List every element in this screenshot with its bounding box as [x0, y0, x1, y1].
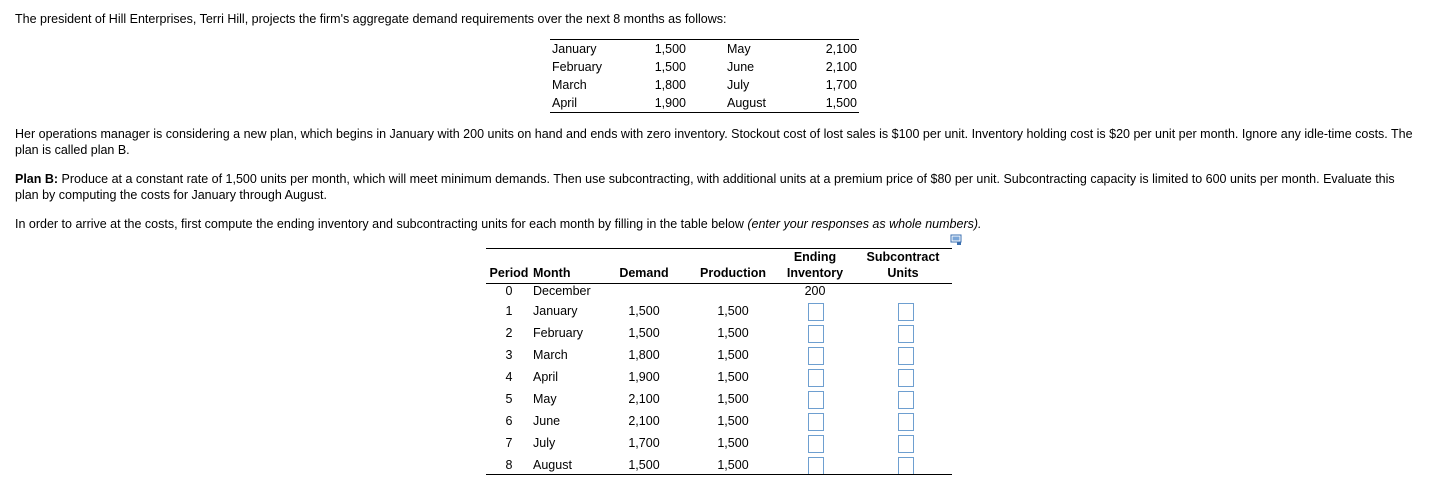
- row-demand: 1,500: [628, 458, 660, 472]
- initial-period: 0: [505, 284, 513, 298]
- plan-row: [486, 454, 952, 476]
- row-period: 2: [505, 326, 513, 340]
- subcontract-units-input[interactable]: [898, 347, 914, 365]
- initial-ending-inventory: 200: [804, 284, 826, 298]
- demand-table: [550, 39, 859, 113]
- demand-row: [550, 94, 859, 112]
- demand-month-right: May: [727, 42, 751, 56]
- subcontract-units-input[interactable]: [898, 369, 914, 387]
- demand-row: [550, 40, 859, 58]
- row-month: January: [533, 304, 578, 318]
- demand-value-left: 1,800: [654, 78, 686, 92]
- ending-inventory-input[interactable]: [808, 457, 824, 475]
- row-month: August: [533, 458, 572, 472]
- row-demand: 1,900: [628, 370, 660, 384]
- plan-row: [486, 322, 952, 344]
- ending-inventory-input[interactable]: [808, 347, 824, 365]
- row-production: 1,500: [717, 458, 749, 472]
- plan-description: Her operations manager is considering a new plan, which begins in January with 200 units on hand and ends with zero inventory. Stockout cost of lost sales is $100 per unit. Inventory holding cost is $20 per unit per month. Ignore any idle-time costs. The plan is called plan B.: [15, 127, 1413, 157]
- subcontract-units-input[interactable]: [898, 391, 914, 409]
- row-production: 1,500: [717, 326, 749, 340]
- plan-row: [486, 300, 952, 322]
- header-subcontract-line2: Units: [887, 266, 919, 280]
- row-period: 6: [505, 414, 513, 428]
- demand-month-left: February: [552, 60, 603, 74]
- row-production: 1,500: [717, 348, 749, 362]
- row-month: February: [533, 326, 584, 340]
- row-period: 5: [505, 392, 513, 406]
- row-period: 4: [505, 370, 513, 384]
- instruction-text: [15, 216, 1415, 232]
- demand-value-left: 1,500: [654, 42, 686, 56]
- header-period: Period: [489, 266, 529, 280]
- initial-month: December: [533, 284, 591, 298]
- header-ending-line1: Ending: [793, 250, 837, 264]
- ending-inventory-input[interactable]: [808, 303, 824, 321]
- subcontract-units-input[interactable]: [898, 457, 914, 475]
- header-production: Production: [700, 266, 766, 280]
- row-period: 1: [505, 304, 513, 318]
- demand-value-left: 1,500: [654, 60, 686, 74]
- help-icon[interactable]: [950, 234, 962, 246]
- row-demand: 2,100: [628, 414, 660, 428]
- row-production: 1,500: [717, 370, 749, 384]
- plan-row: [486, 410, 952, 432]
- ending-inventory-input[interactable]: [808, 325, 824, 343]
- ending-inventory-input[interactable]: [808, 435, 824, 453]
- row-month: June: [533, 414, 561, 428]
- header-month: Month: [533, 266, 571, 280]
- row-month: July: [533, 436, 556, 450]
- row-demand: 1,500: [628, 326, 660, 340]
- demand-row: [550, 76, 859, 94]
- plan-b-text: Produce at a constant rate of 1,500 units per month, which will meet minimum demands. Then use subcontracting, with additional units at a premium price of $80 per unit. Subcontracting capacity is limited to 600 units per month. Evaluate this plan by computing the costs for January through August.: [15, 172, 1395, 202]
- row-month: April: [533, 370, 559, 384]
- row-demand: 1,500: [628, 304, 660, 318]
- plan-b-label: Plan B:: [15, 172, 59, 186]
- plan-row: [486, 388, 952, 410]
- ending-inventory-input[interactable]: [808, 413, 824, 431]
- row-demand: 1,800: [628, 348, 660, 362]
- plan-row: [486, 432, 952, 454]
- row-production: 1,500: [717, 436, 749, 450]
- row-production: 1,500: [717, 392, 749, 406]
- demand-month-right: June: [727, 60, 755, 74]
- row-production: 1,500: [717, 414, 749, 428]
- demand-value-left: 1,900: [654, 96, 686, 110]
- plan-b-paragraph: [15, 171, 1415, 203]
- row-month: May: [533, 392, 557, 406]
- row-month: March: [533, 348, 568, 362]
- demand-month-left: January: [552, 42, 597, 56]
- demand-value-right: 1,700: [825, 78, 857, 92]
- subcontract-units-input[interactable]: [898, 325, 914, 343]
- row-period: 8: [505, 458, 513, 472]
- ending-inventory-input[interactable]: [808, 391, 824, 409]
- demand-value-right: 2,100: [825, 42, 857, 56]
- instruction-main: In order to arrive at the costs, first compute the ending inventory and subcontracting units for each month by filling in the table below: [15, 217, 748, 231]
- demand-row: [550, 58, 859, 76]
- row-demand: 1,700: [628, 436, 660, 450]
- demand-month-left: April: [552, 96, 578, 110]
- plan-row: [486, 344, 952, 366]
- demand-value-right: 2,100: [825, 60, 857, 74]
- plan-row: [486, 366, 952, 388]
- demand-month-right: August: [727, 96, 766, 110]
- intro-text: The president of Hill Enterprises, Terri Hill, projects the firm's aggregate demand requirements over the next 8 months as follows:: [15, 12, 727, 26]
- header-subcontract-line1: Subcontract: [866, 250, 940, 264]
- header-demand: Demand: [619, 266, 669, 280]
- subcontract-units-input[interactable]: [898, 413, 914, 431]
- subcontract-units-input[interactable]: [898, 435, 914, 453]
- demand-value-right: 1,500: [825, 96, 857, 110]
- plan-table-bottom-rule: [486, 474, 952, 475]
- row-demand: 2,100: [628, 392, 660, 406]
- subcontract-units-input[interactable]: [898, 303, 914, 321]
- header-ending-line2: Inventory: [786, 266, 844, 280]
- plan-table-header: [486, 248, 952, 284]
- initial-row: [486, 283, 952, 299]
- ending-inventory-input[interactable]: [808, 369, 824, 387]
- demand-month-right: July: [727, 78, 750, 92]
- row-period: 7: [505, 436, 513, 450]
- row-period: 3: [505, 348, 513, 362]
- demand-month-left: March: [552, 78, 587, 92]
- instruction-note: (enter your responses as whole numbers).: [747, 217, 982, 231]
- row-production: 1,500: [717, 304, 749, 318]
